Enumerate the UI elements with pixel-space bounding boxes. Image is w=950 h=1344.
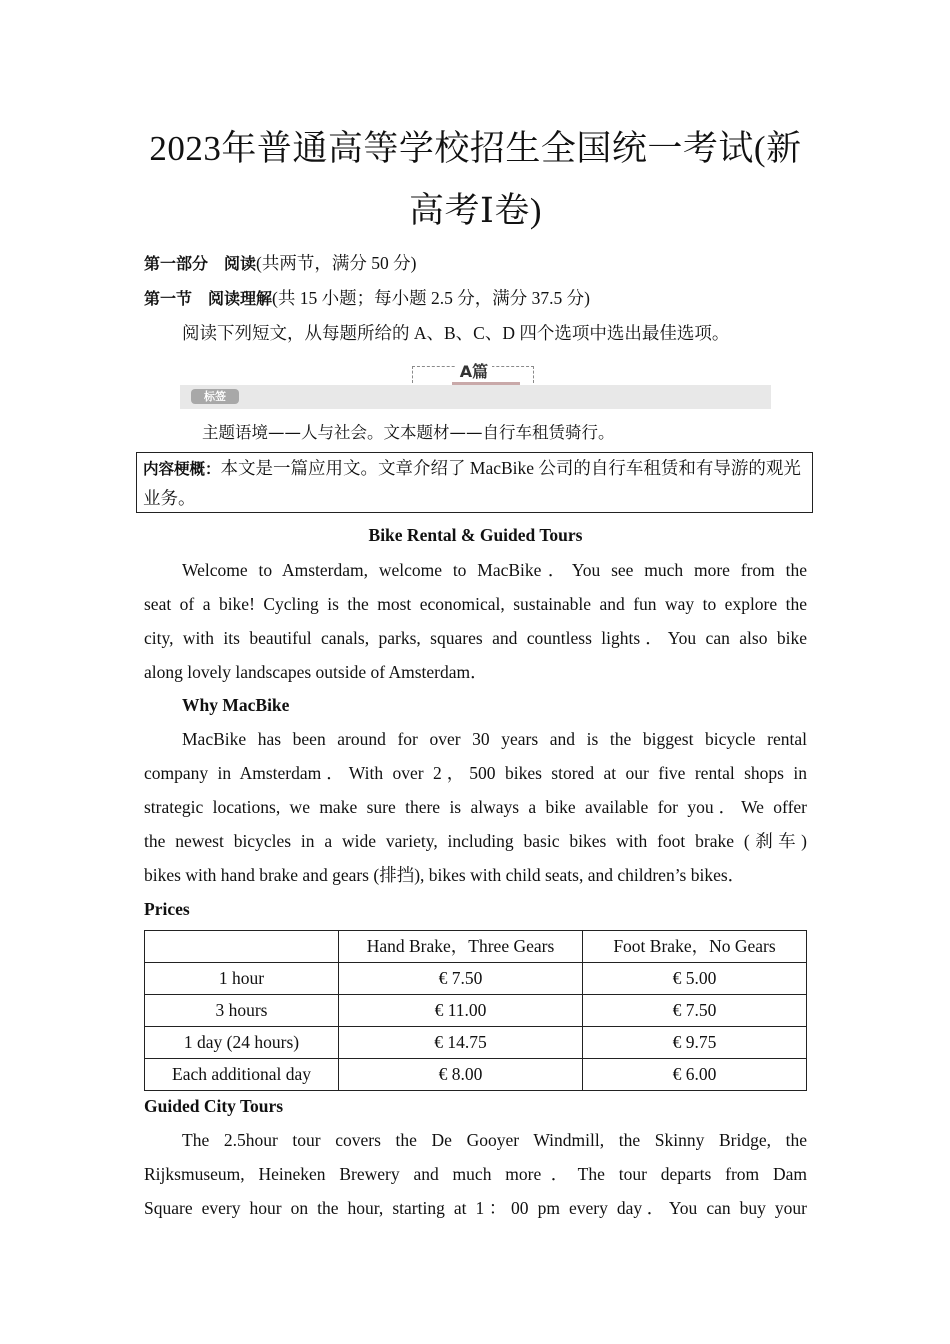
table-row [145,995,807,1027]
section-one-line [144,246,807,281]
text-line: Square every hour on the hour, starting at 1：00 pm every day．You can buy your [144,1198,807,1218]
section-two-line [144,281,807,316]
text-line: company in Amsterdam．With over 2，500 bikes stored at our five rental shops in [144,763,807,783]
table-cell: 1 day (24 hours) [145,1027,339,1059]
section-one-note: (共两节，满分 50 分) [256,253,417,273]
text-line: seat of a bike! Cycling is the most economical, sustainable and fun way to explore the [144,594,807,614]
table-cell: € 14.75 [339,1027,583,1059]
table-cell: 3 hours [145,995,339,1027]
text-line: strategic locations, we make sure there is always a bike available for you．We offer [144,797,807,817]
text-line: Rijksmuseum, Heineken Brewery and much more．The tour departs from Dam [144,1164,807,1184]
text-line: MacBike has been around for over 30 years and is the biggest bicycle rental [182,729,807,749]
table-header-cell: Hand Brake，Three Gears [339,931,583,963]
passage-badge-label: A篇 [456,362,492,381]
why-heading: Why MacBike [182,695,290,715]
table-cell: € 9.75 [583,1027,807,1059]
table-cell: € 6.00 [583,1059,807,1091]
table-row [145,1059,807,1091]
text-line: Welcome to Amsterdam, welcome to MacBike．You see much more from the [182,560,807,580]
article-title: Bike Rental & Guided Tours [368,525,583,545]
tag-bar [180,385,771,409]
theme-line: 主题语境——人与社会。文本题材——自行车租赁骑行。 [202,423,615,442]
summary-box [136,452,813,513]
why-paragraph [144,722,807,892]
text-line: along lovely landscapes outside of Amsterdam． [144,662,488,682]
section-two-note: (共 15 小题；每小题 2.5 分，满分 37.5 分) [272,288,590,308]
intro-paragraph [144,553,807,689]
text-line: city, with its beautiful canals, parks, squares and countless lights．You can also bike [144,628,807,648]
page-title: 2023年普通高等学校招生全国统一考试(新高考Ⅰ卷) [149,129,802,230]
table-header-row [145,931,807,963]
prices-heading: Prices [144,899,190,919]
prices-table [144,930,807,1091]
tours-paragraph [144,1123,807,1225]
table-cell: € 7.50 [339,963,583,995]
summary-text: 本文是一篇应用文。文章介绍了 MacBike 公司的自行车租赁和有导游的观光业务。 [143,458,801,508]
table-row [145,1027,807,1059]
table-header-cell [145,931,339,963]
section-one-label: 第一部分 阅读 [144,254,257,273]
passage-badge [412,362,536,384]
table-cell: € 7.50 [583,995,807,1027]
table-cell: 1 hour [145,963,339,995]
table-cell: € 8.00 [339,1059,583,1091]
summary-label: 内容梗概： [143,460,221,478]
table-cell: € 11.00 [339,995,583,1027]
table-header-cell: Foot Brake，No Gears [583,931,807,963]
text-line: bikes with hand brake and gears (排挡), bikes with child seats, and children’s bikes． [144,865,746,885]
table-cell: Each additional day [145,1059,339,1091]
text-line: The 2.5hour tour covers the De Gooyer Windmill, the Skinny Bridge, the [182,1130,807,1150]
table-row [145,963,807,995]
table-cell: € 5.00 [583,963,807,995]
instruction: 阅读下列短文，从每题所给的 A、B、C、D 四个选项中选出最佳选项。 [182,323,730,343]
section-two-label: 第一节 阅读理解 [144,289,273,308]
tours-heading: Guided City Tours [144,1096,284,1116]
text-line: the newest bicycles in a wide variety, including basic bikes with foot brake (刹车) [144,831,807,851]
tag-chip: 标签 [191,389,239,404]
